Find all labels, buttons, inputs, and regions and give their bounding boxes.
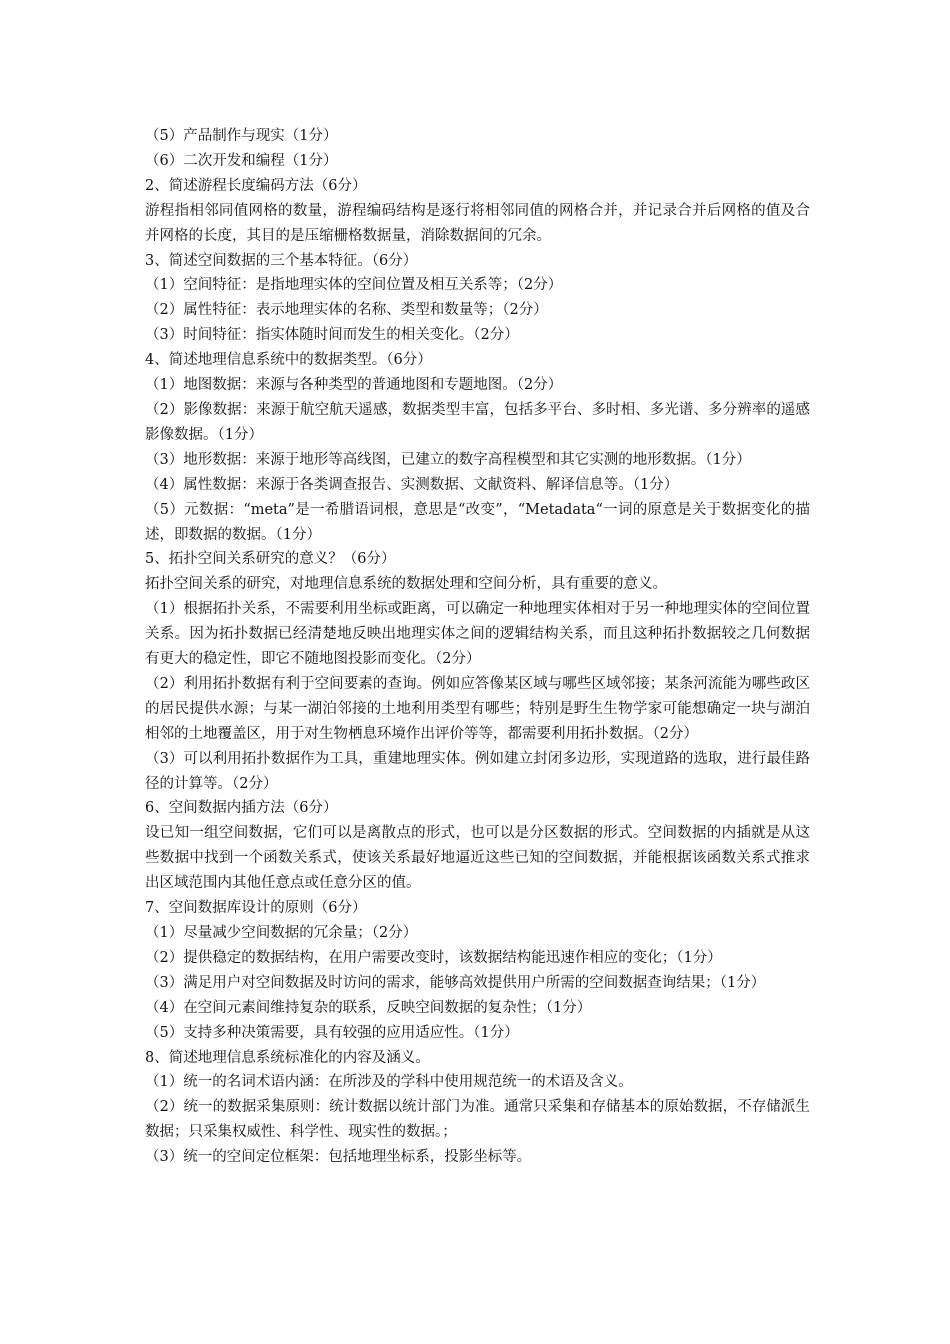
list-item: （2）提供稳定的数据结构，在用户需要改变时，该数据结构能迅速作相应的变化；（1分） [145,949,722,966]
list-item: （4）在空间元素间维持复杂的联系，反映空间数据的复杂性；（1分） [145,999,592,1016]
list-item: （3）满足用户对空间数据及时访问的需求，能够高效提供用户所需的空间数据查询结果；（1分） [145,974,766,991]
list-item: （1）根据拓扑关系，不需要利用坐标或距离，可以确定一种地理实体相对于另一种地理实体的空间位置关系。因为拓扑数据已经清楚地反映出地理实体之间的逻辑结构关系，而且这种拓扑数据较之几何数据有更大的稳定性，即它不随地图投影而变化。（2分） [145,601,810,668]
list-item: （2）属性特征：表示地理实体的名称、类型和数量等；（2分） [145,302,548,319]
list-item: （2）统一的数据采集原则：统计数据以统计部门为准。通常只采集和存储基本的原始数据，不存储派生数据；只采集权威性、科学性、现实性的数据。； [145,1099,810,1141]
answer-paragraph: 设已知一组空间数据，它们可以是离散点的形式，也可以是分区数据的形式。空间数据的内插就是从这些数据中找到一个函数关系式，使该关系最好地逼近这些已知的空间数据，并能根据该函数关系式推求出区域范围内其他任意点或任意分区的值。 [145,825,810,892]
list-item: （3）统一的空间定位框架：包括地理坐标系，投影坐标等。 [145,1149,532,1166]
answer-paragraph: 游程指相邻同值网格的数量，游程编码结构是逐行将相邻同值的网格合并，并记录合并后网格的值及合并网格的长度，其目的是压缩栅格数据量，消除数据间的冗余。 [145,202,810,244]
list-item: （2）利用拓扑数据有利于空间要素的查询。例如应答像某区域与哪些区域邻接；某条河流能为哪些政区的居民提供水源；与某一湖泊邻接的土地利用类型有哪些；特别是野生生物学家可能想确定一块与湖泊相邻的土地覆盖区，用于对生物栖息环境作出评价等等，都需要利用拓扑数据。（2分） [145,675,810,742]
answer-paragraph: 拓扑空间关系的研究，对地理信息系统的数据处理和空间分析，具有重要的意义。 [145,576,667,593]
list-item: （1）统一的名词术语内涵：在所涉及的学科中使用规范统一的术语及含义。 [145,1074,633,1091]
document-body [145,124,810,1170]
question-heading: 8、简述地理信息系统标准化的内容及涵义。 [145,1049,430,1066]
list-item: （5）产品制作与现实（1分） [145,128,338,144]
list-item: （6）二次开发和编程（1分） [145,152,338,169]
question-heading: 6、空间数据内插方法（6分） [145,800,338,817]
question-heading: 7、空间数据库设计的原则（6分） [145,900,367,917]
list-item: （5）支持多种决策需要，具有较强的应用适应性。（1分） [145,1024,519,1041]
question-heading: 3、简述空间数据的三个基本特征。（6分） [145,252,418,269]
list-item: （5）元数据：“meta”是一希腊语词根，意思是“改变”，“Metadata“一词的原意是关于数据变化的描述，即数据的数据。（1分） [145,501,810,543]
question-heading: 5、拓扑空间关系研究的意义？（6分） [145,551,396,568]
question-heading: 4、简述地理信息系统中的数据类型。（6分） [145,352,432,369]
list-item: （3）可以利用拓扑数据作为工具，重建地理实体。例如建立封闭多边形，实现道路的选取，进行最佳路径的计算等。（2分） [145,750,810,792]
list-item: （4）属性数据：来源于各类调查报告、实测数据、文献资料、解译信息等。（1分） [145,476,679,493]
list-item: （1）地图数据：来源与各种类型的普通地图和专题地图。（2分） [145,377,563,394]
list-item: （3）时间特征：指实体随时间而发生的相关变化。（2分） [145,327,519,344]
question-heading: 2、简述游程长度编码方法（6分） [145,177,367,194]
list-item: （2）影像数据：来源于航空航天遥感，数据类型丰富，包括多平台、多时相、多光谱、多分辨率的遥感影像数据。（1分） [145,401,810,443]
list-item: （1）尽量减少空间数据的冗余量；（2分） [145,925,418,941]
list-item: （3）地形数据：来源于地形等高线图，已建立的数字高程模型和其它实测的地形数据。（1分） [145,451,751,468]
list-item: （1）空间特征：是指地理实体的空间位置及相互关系等；（2分） [145,277,563,294]
